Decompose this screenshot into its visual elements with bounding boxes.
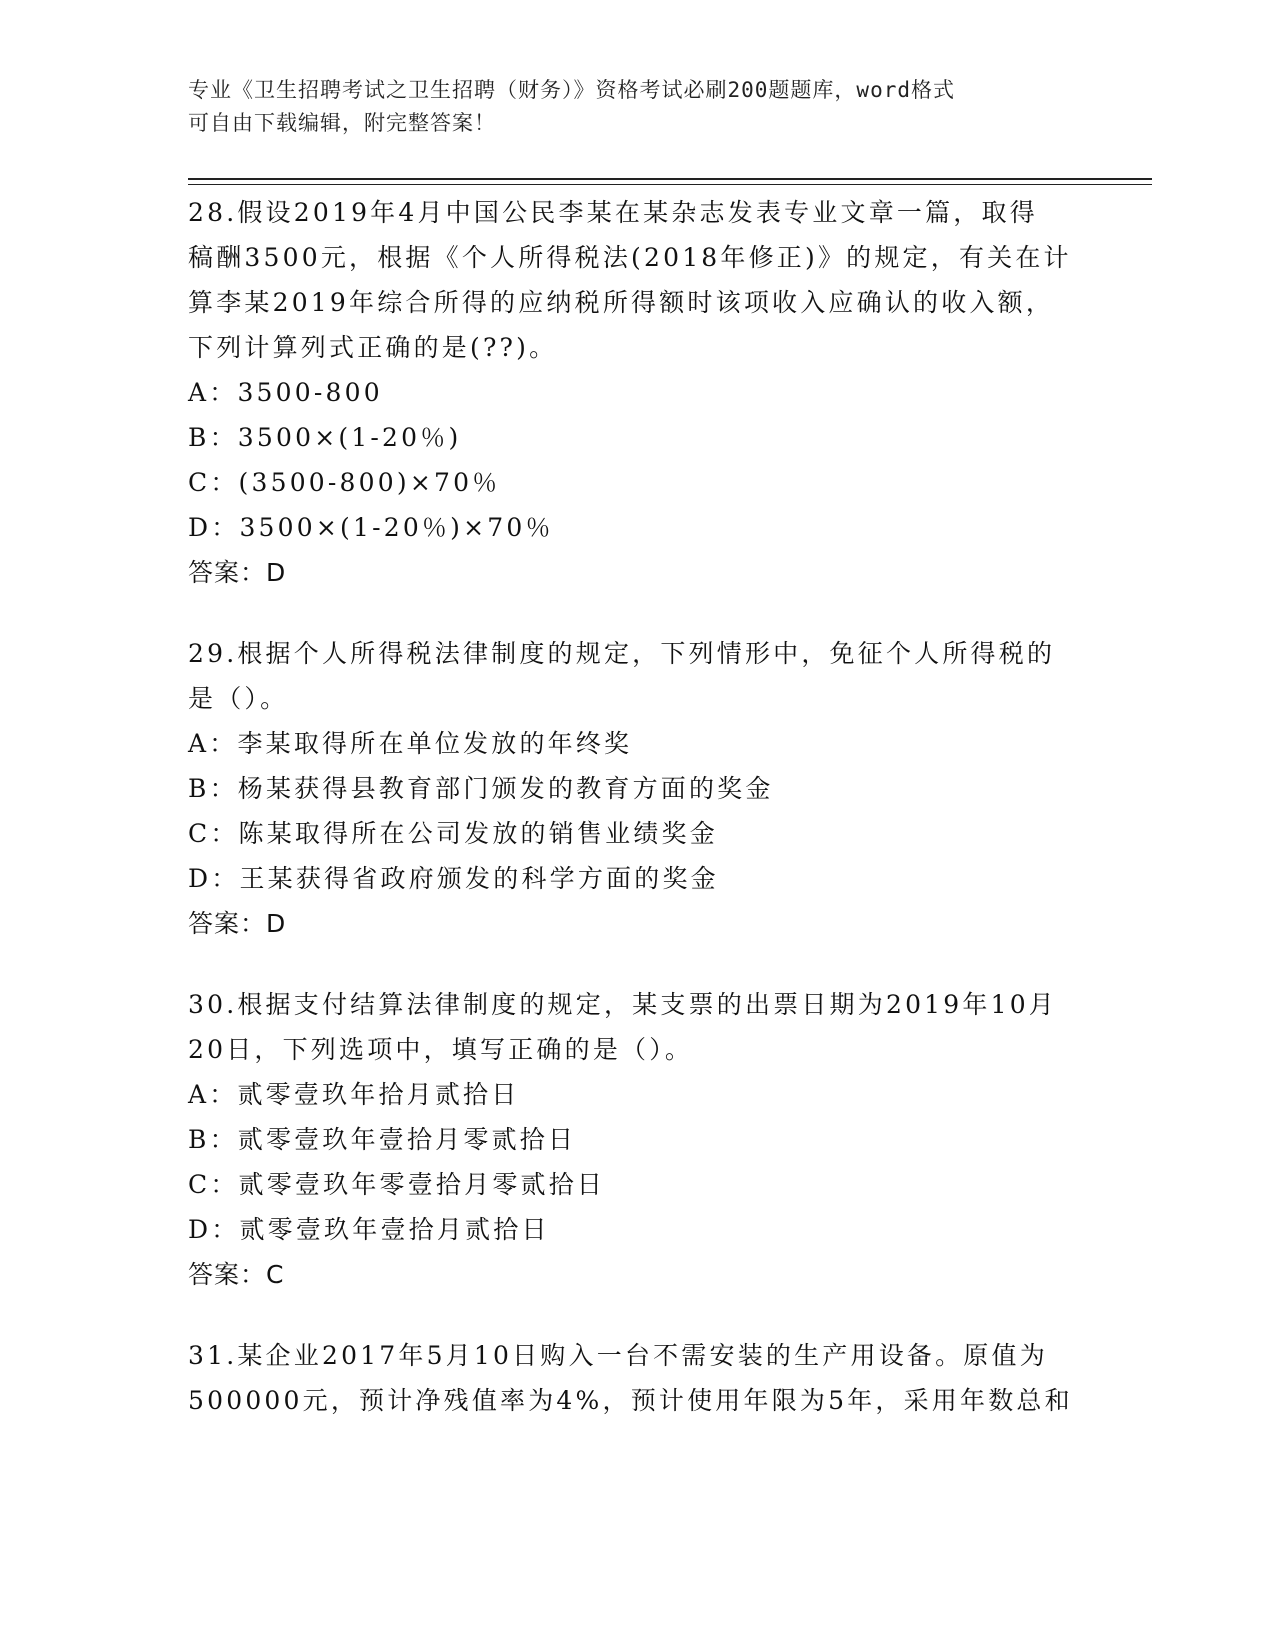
header-line-1: 专业《卫生招聘考试之卫生招聘（财务）》资格考试必刷200题题库，word格式 bbox=[188, 78, 955, 102]
question-stem: 31.某企业2017年5月10日购入一台不需安装的生产用设备。原值为 bbox=[188, 1341, 1048, 1370]
option-b: B：贰零壹玖年壹拾月零贰拾日 bbox=[188, 1125, 577, 1154]
question-stem: 算李某2019年综合所得的应纳税所得额时该项收入应确认的收入额， bbox=[188, 288, 1055, 317]
option-b: B：3500×(1-20％) bbox=[188, 423, 462, 452]
option-c: C：贰零壹玖年零壹拾月零贰拾日 bbox=[188, 1170, 606, 1199]
header-line-2: 可自由下载编辑，附完整答案！ bbox=[188, 111, 496, 135]
option-d: D：贰零壹玖年壹拾月贰拾日 bbox=[188, 1215, 550, 1244]
question-stem: 20日，下列选项中，填写正确的是（）。 bbox=[188, 1035, 694, 1064]
question-stem: 29.根据个人所得税法律制度的规定，下列情形中，免征个人所得税的 bbox=[188, 639, 1056, 668]
option-a: A：李某取得所在单位发放的年终奖 bbox=[188, 729, 633, 758]
option-d: D：王某获得省政府颁发的科学方面的奖金 bbox=[188, 864, 719, 893]
question-stem: 下列计算列式正确的是(??)。 bbox=[188, 333, 558, 362]
question-28 bbox=[188, 190, 1088, 595]
question-stem: 500000元，预计净残值率为4%，预计使用年限为5年，采用年数总和 bbox=[188, 1386, 1073, 1415]
option-d: D：3500×(1-20％)×70％ bbox=[188, 513, 554, 542]
question-stem: 30.根据支付结算法律制度的规定，某支票的出票日期为2019年10月 bbox=[188, 990, 1057, 1019]
question-stem: 是（）。 bbox=[188, 684, 289, 713]
document-header bbox=[188, 74, 1088, 140]
question-30 bbox=[188, 982, 1088, 1297]
option-b: B：杨某获得县教育部门颁发的教育方面的奖金 bbox=[188, 774, 774, 803]
question-list bbox=[188, 190, 1088, 1459]
option-a: A：3500-800 bbox=[188, 378, 383, 407]
option-c: C：陈某取得所在公司发放的销售业绩奖金 bbox=[188, 819, 718, 848]
question-29 bbox=[188, 631, 1088, 946]
question-stem: 28.假设2019年4月中国公民李某在某杂志发表专业文章一篇，取得 bbox=[188, 198, 1038, 227]
answer: 答案：C bbox=[188, 1260, 285, 1289]
question-31 bbox=[188, 1333, 1088, 1423]
answer: 答案：D bbox=[188, 909, 287, 938]
answer: 答案：D bbox=[188, 558, 287, 587]
header-divider-thin bbox=[188, 184, 1152, 185]
option-c: C：(3500-800)×70％ bbox=[188, 468, 501, 497]
option-a: A：贰零壹玖年拾月贰拾日 bbox=[188, 1080, 520, 1109]
question-stem: 稿酬3500元，根据《个人所得税法(2018年修正)》的规定，有关在计 bbox=[188, 243, 1072, 272]
header-divider-thick bbox=[188, 178, 1152, 180]
